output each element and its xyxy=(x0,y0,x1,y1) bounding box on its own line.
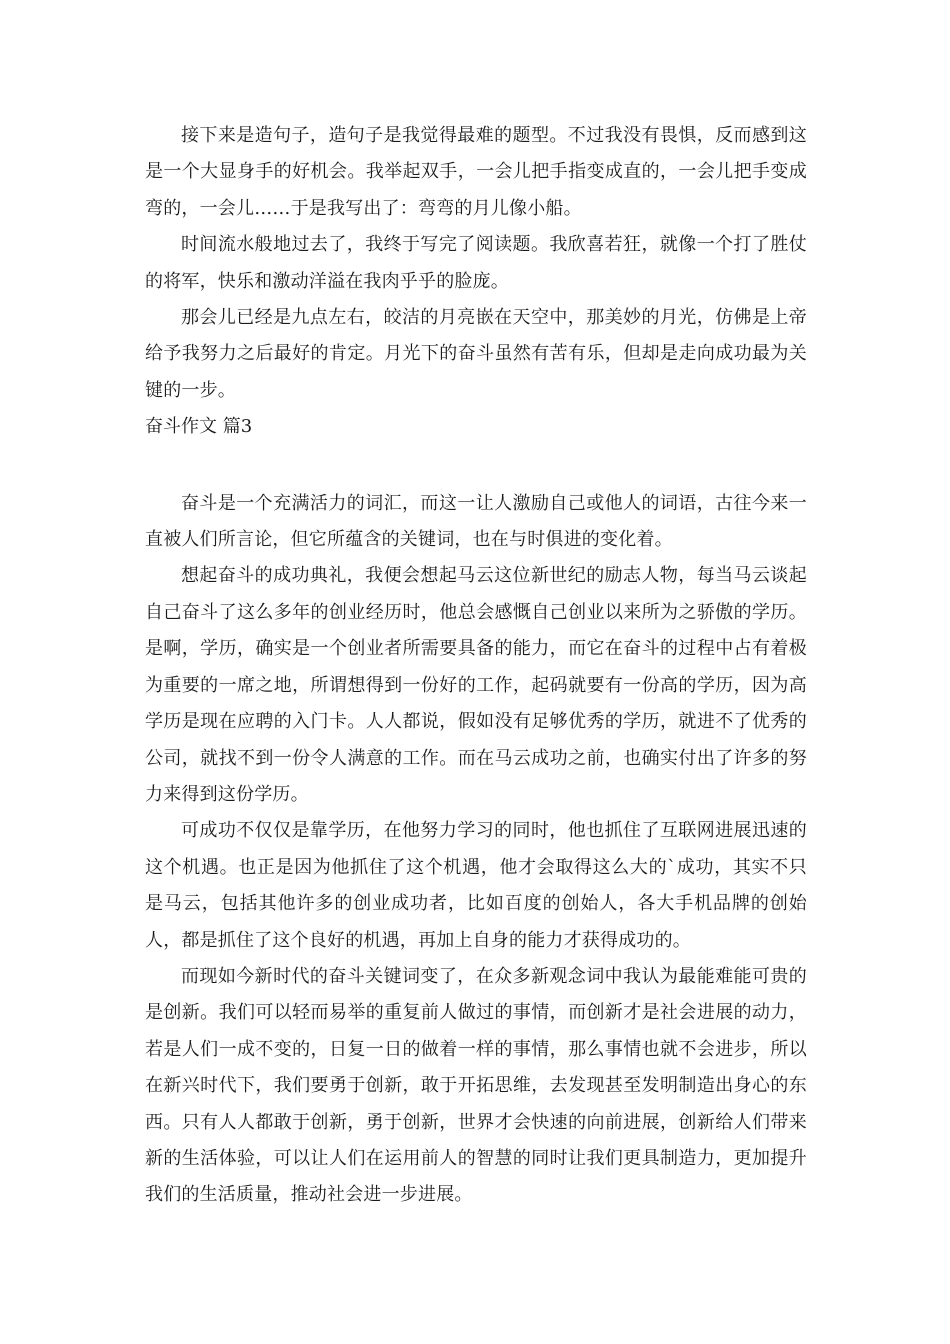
paragraph: 想起奋斗的成功典礼，我便会想起马云这位新世纪的励志人物，每当马云谈起自己奋斗了这么多年的创业经历时，他总会感慨自己创业以来所为之骄傲的学历。是啊，学历，确实是一个创业者所需要具备的能力，而它在奋斗的过程中占有着极为重要的一席之地，所谓想得到一份好的工作，起码就要有一份高的学历，因为高学历是现在应聘的入门卡。人人都说，假如没有足够优秀的学历，就进不了优秀的公司，就找不到一份令人满意的工作。而在马云成功之前，也确实付出了许多的努力来得到这份学历。 xyxy=(145,565,807,805)
paragraph: 奋斗是一个充满活力的词汇，而这一让人激励自己或他人的词语，古往今来一直被人们所言论，但它所蕴含的关键词，也在与时俱进的变化着。 xyxy=(145,492,807,551)
paragraph: 可成功不仅仅是靠学历，在他努力学习的同时，他也抓住了互联网进展迅速的这个机遇。也正是因为他抓住了这个机遇，他才会取得这么大的`成功，其实不只是马云，包括其他许多的创业成功者，比如百度的创始人，各大手机品牌的创始人，都是抓住了这个良好的机遇，再加上自身的能力才获得成功的。 xyxy=(145,820,807,951)
paragraph: 时间流水般地过去了，我终于写完了阅读题。我欣喜若狂，就像一个打了胜仗的将军，快乐和激动洋溢在我肉乎乎的脸庞。 xyxy=(145,234,807,292)
spacer xyxy=(145,446,807,486)
paragraph: 而现如今新时代的奋斗关键词变了，在众多新观念词中我认为最能难能可贵的是创新。我们可以轻而易举的重复前人做过的事情，而创新才是社会进展的动力，若是人们一成不变的，日复一日的做着一样的事情，那么事情也就不会进步，所以在新兴时代下，我们要勇于创新，敢于开拓思维，去发现甚至发明制造出身心的东西。只有人人都敢于创新，勇于创新，世界才会快速的向前进展，创新给人们带来新的生活体验，可以让人们在运用前人的智慧的同时让我们更具制造力，更加提升我们的生活质量，推动社会进一步进展。 xyxy=(145,965,807,1206)
paragraph: 那会儿已经是九点左右，皎洁的月亮嵌在天空中，那美妙的月光，仿佛是上帝给予我努力之后最好的肯定。月光下的奋斗虽然有苦有乐，但却是走向成功最为关键的一步。 xyxy=(145,307,807,401)
document-page xyxy=(145,118,807,1214)
section-heading: 奋斗作文 篇3 xyxy=(145,416,253,438)
paragraph: 接下来是造句子，造句子是我觉得最难的题型。不过我没有畏惧，反而感到这是一个大显身手的好机会。我举起双手，一会儿把手指变成直的，一会儿把手变成弯的，一会儿……于是我写出了：弯弯的月儿像小船。 xyxy=(145,125,807,219)
